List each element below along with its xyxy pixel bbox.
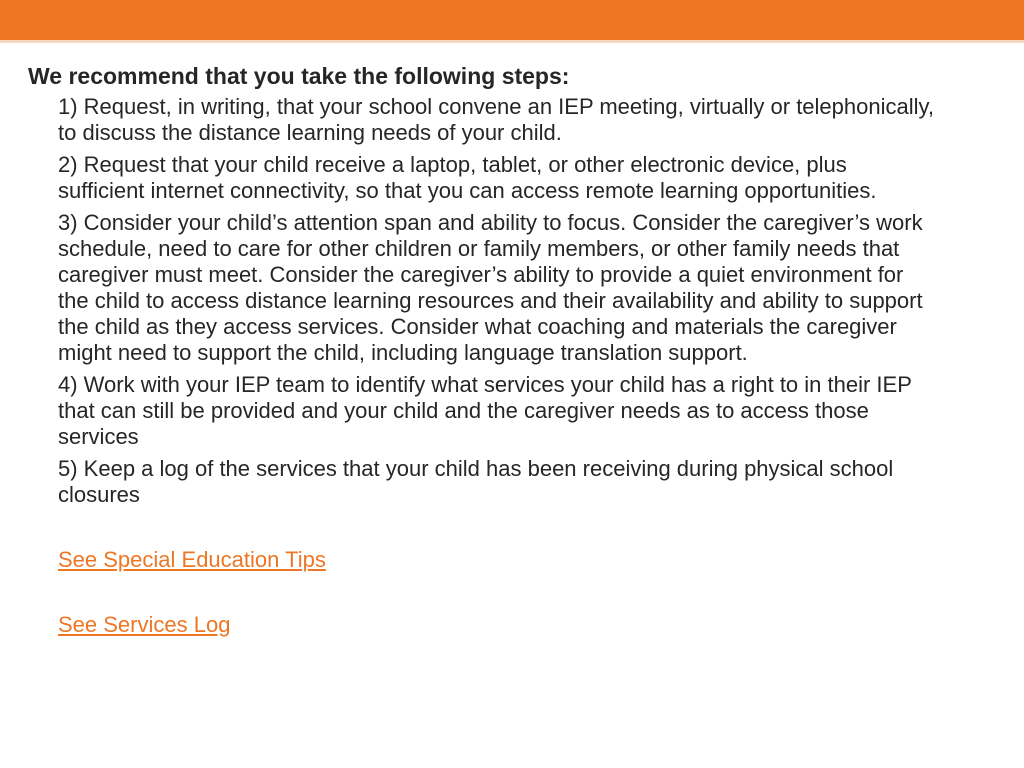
step-2: 2) Request that your child receive a laptop, tablet, or other electronic device, plus sufficient internet connectivity, so that you can access remote learning opportunities. xyxy=(58,152,877,203)
top-accent-divider xyxy=(0,40,1024,43)
step-1: 1) Request, in writing, that your school convene an IEP meeting, virtually or telephonically, to discuss the distance learning needs of your child. xyxy=(58,94,934,145)
step-3: 3) Consider your child’s attention span and ability to focus. Consider the caregiver’s work schedule, need to care for other children or family members, or other family needs that caregiver must meet. Consider the caregiver’s ability to provide a quiet environment for the child to access distance learning resources and their availability and ability to support the child as they access services. Consider what coaching and materials the caregiver might need to support the child, including language translation support. xyxy=(58,210,923,365)
steps-heading: We recommend that you take the following steps: xyxy=(28,63,570,89)
step-4: 4) Work with your IEP team to identify what services your child has a right to in their IEP that can still be provided and your child and the caregiver needs as to access those services xyxy=(58,372,912,449)
steps-list xyxy=(28,94,958,508)
links-section xyxy=(58,546,958,639)
special-education-tips-link[interactable]: See Special Education Tips xyxy=(58,547,326,572)
slide-content xyxy=(28,60,958,639)
step-5: 5) Keep a log of the services that your child has been receiving during physical school closures xyxy=(58,456,894,507)
top-accent-bar xyxy=(0,0,1024,40)
services-log-link[interactable]: See Services Log xyxy=(58,612,231,637)
